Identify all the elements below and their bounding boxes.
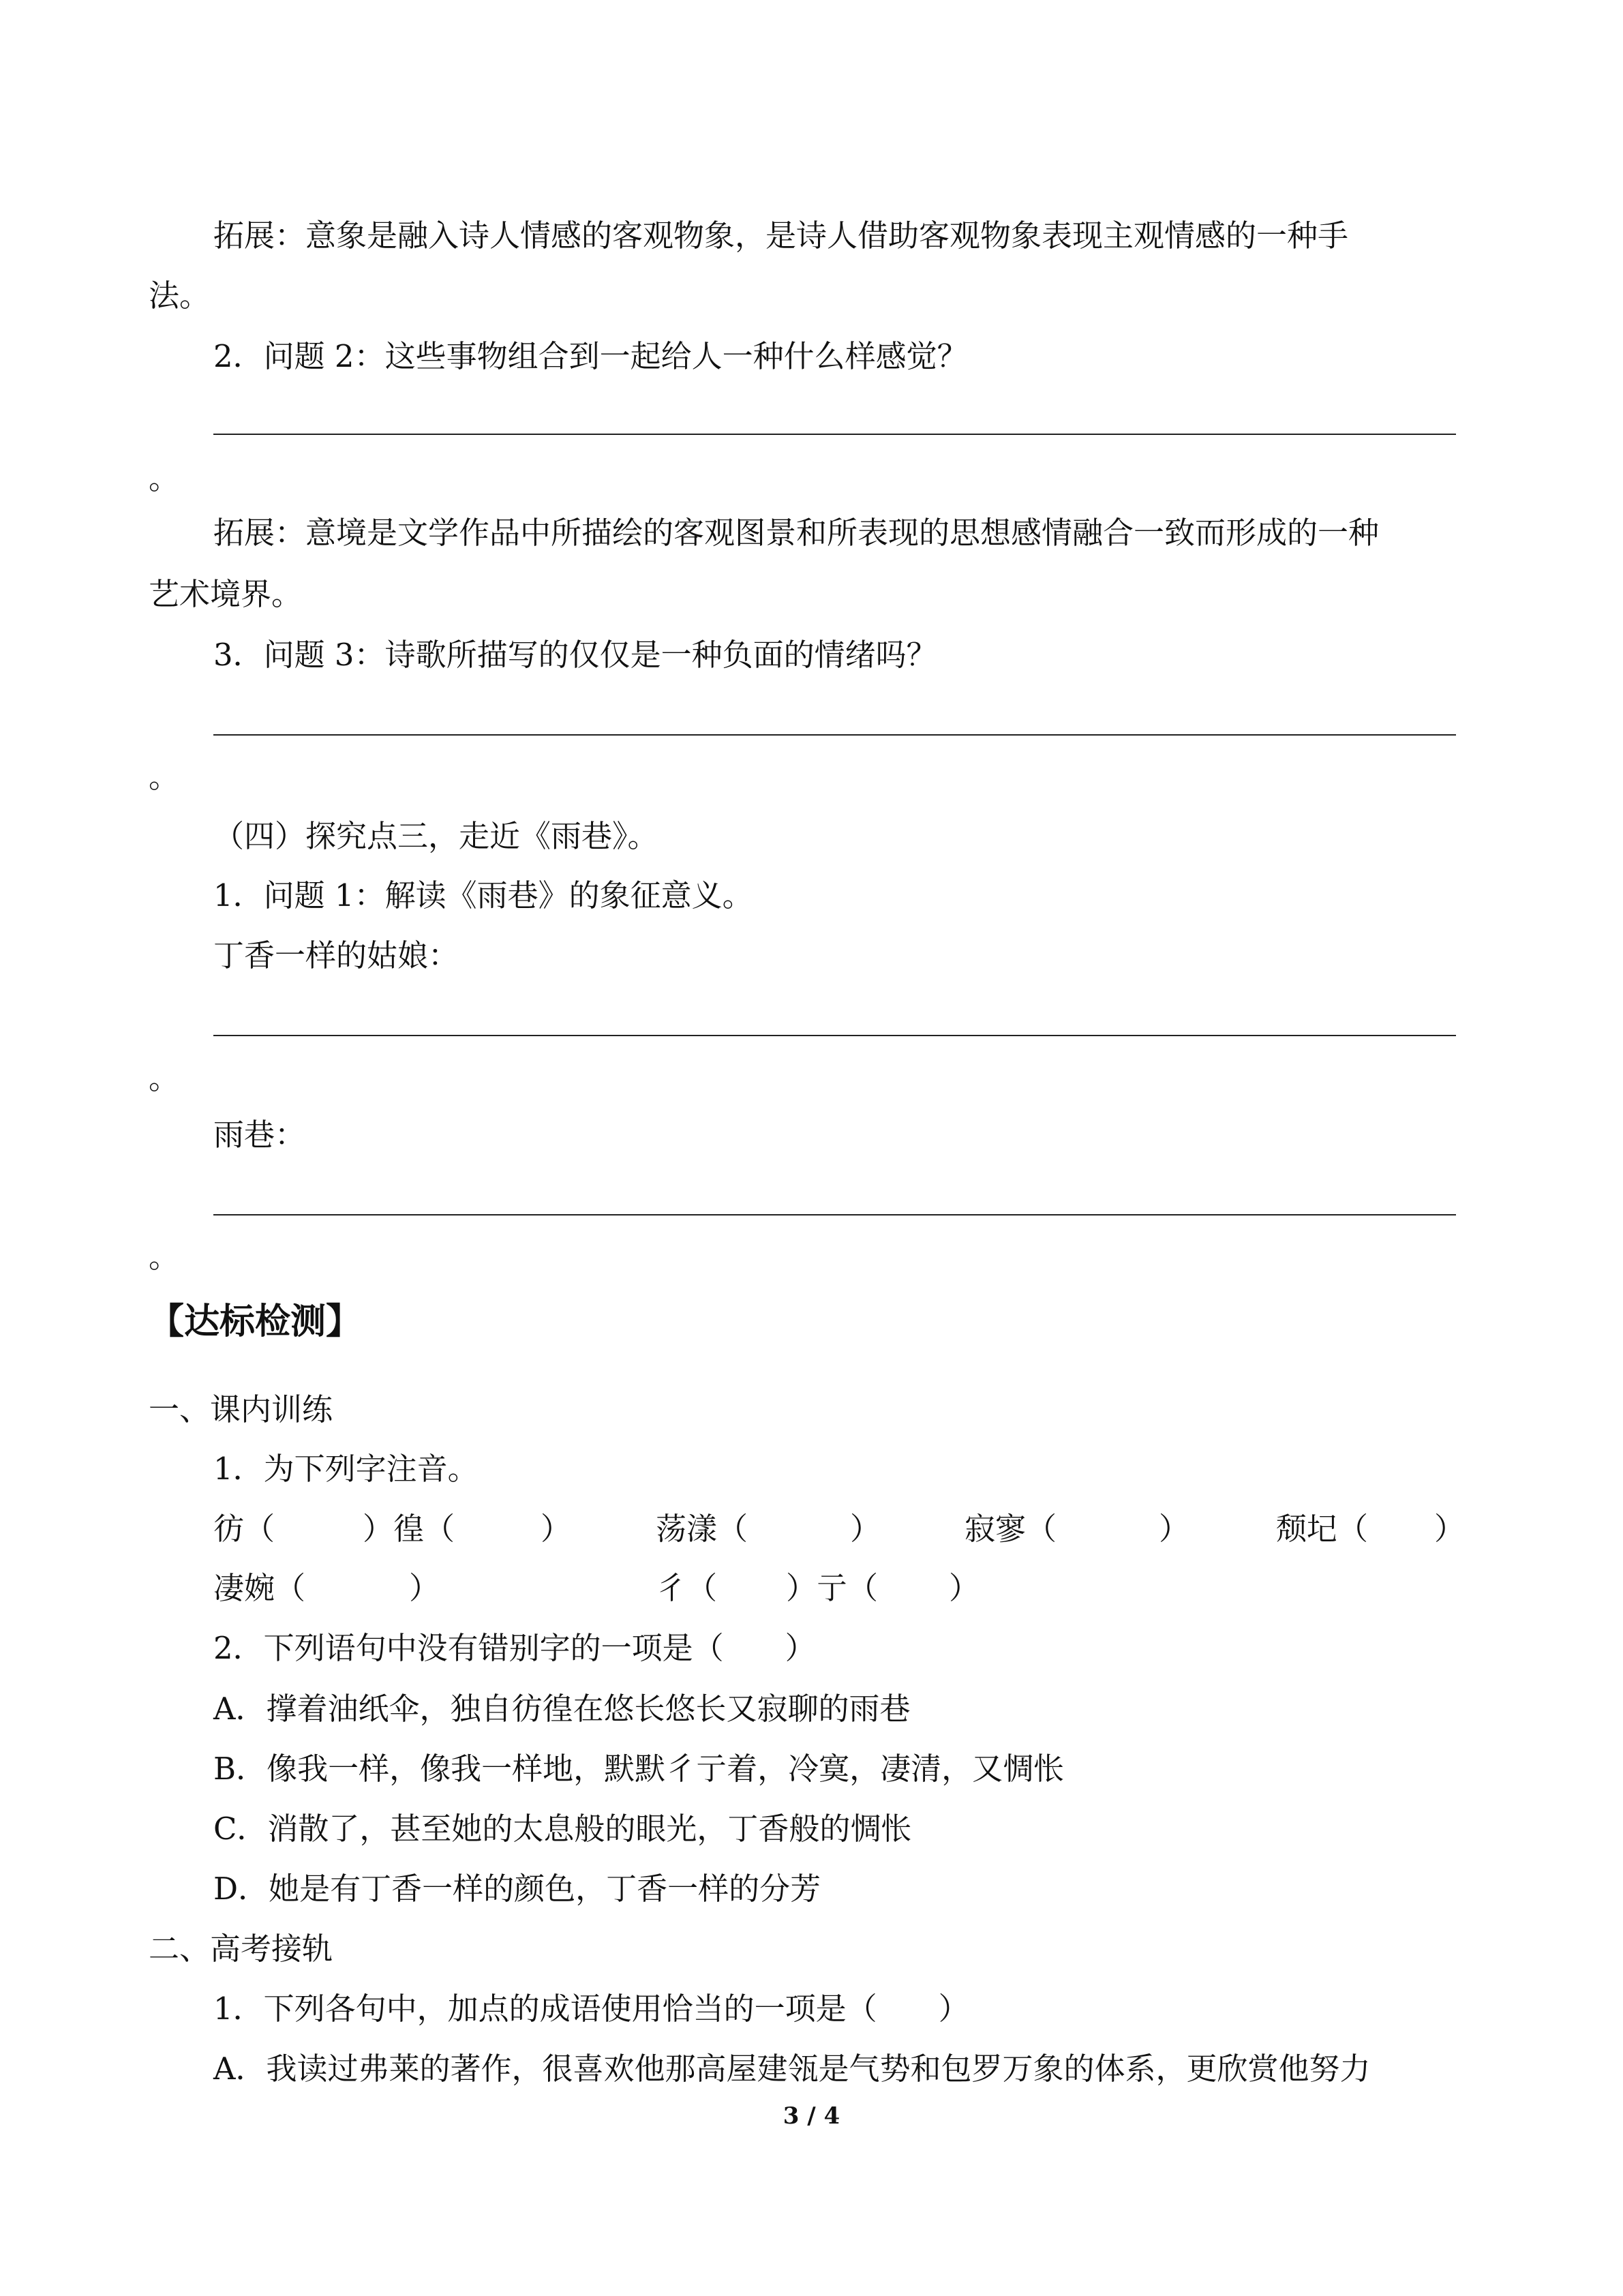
extension-mood-line2: 艺术境界。 [149,576,303,612]
section-4-title: （四）探究点三，走近《雨巷》。 [213,818,658,854]
part-2-title: 二、高考接轨 [149,1931,333,1967]
pinyin-dangyang-close[interactable]: ） [850,1511,881,1547]
answer-line-rain-lane[interactable] [213,1214,1456,1215]
pinyin-jiliao: 寂寥（ [965,1511,1057,1547]
pinyin-jiliao-close[interactable]: ） [1159,1511,1190,1547]
pinyin-huang[interactable]: ）徨（ [363,1511,455,1547]
answer-line-lilac-girl[interactable] [213,1035,1456,1036]
item-2-prompt: 2．下列语句中没有错别字的一项是（ ） [213,1630,816,1666]
pinyin-tuipi: 颓圮（ [1276,1511,1369,1547]
lilac-girl-label: 丁香一样的姑娘： [213,937,459,973]
pinyin-qiwan: 凄婉（ [213,1570,306,1606]
item-2-option-b[interactable]: B．像我一样，像我一样地，默默彳亍着，冷寞，凄清，又惆怅 [213,1751,1065,1787]
item-2-option-c[interactable]: C．消散了，甚至她的太息般的眼光，丁香般的惆怅 [213,1811,912,1847]
question-3-prompt: 3．问题 3：诗歌所描写的仅仅是一种负面的情绪吗？ [213,637,937,673]
item-1-prompt: 1．为下列字注音。 [213,1451,479,1487]
answer-end-lilac-girl: 。 [149,1060,180,1096]
answer-line-q2[interactable] [213,434,1456,435]
section-4-question-1: 1．问题 1：解读《雨巷》的象征意义。 [213,877,753,913]
extension-mood-line1: 拓展：意境是文学作品中所描绘的客观图景和所表现的思想感情融合一致而形成的一种 [213,515,1380,551]
test-heading: 【达标检测】 [149,1301,362,1342]
item-2-option-a[interactable]: A．撑着油纸伞，独自彷徨在悠长悠长又寂聊的雨巷 [213,1691,911,1727]
part-1-title: 一、课内训练 [149,1391,333,1428]
pinyin-fang: 彷（ [213,1511,275,1547]
pinyin-qiwan-close[interactable]: ） [409,1570,440,1606]
item-2-option-d[interactable]: D．她是有丁香一样的颜色，丁香一样的分芳 [213,1871,821,1907]
page-number: 3 / 4 [783,2102,840,2130]
extension-imagery-line1: 拓展：意象是融入诗人情感的客观物象，是诗人借助客观物象表现主观情感的一种手 [213,217,1349,254]
pinyin-dangyang: 荡漾（ [656,1511,748,1547]
question-2-prompt: 2．问题 2：这些事物组合到一起给人一种什么样感觉？ [213,338,968,374]
pinyin-tuipi-close[interactable]: ） [1434,1511,1466,1547]
extension-imagery-line2: 法。 [149,277,211,314]
answer-end-rain-lane: 。 [149,1239,180,1275]
pinyin-huang-close: ） [541,1511,572,1547]
rain-lane-label: 雨巷： [213,1117,306,1153]
pinyin-chu[interactable]: ）亍（ [786,1570,879,1606]
pinyin-chu-close[interactable]: ） [949,1570,980,1606]
gaokao-item-1-option-a[interactable]: A．我读过弗莱的著作，很喜欢他那高屋建瓴是气势和包罗万象的体系，更欣赏他努力 [213,2051,1371,2087]
answer-line-q3[interactable] [213,734,1456,736]
answer-end-q2: 。 [149,460,180,496]
answer-end-q3: 。 [149,759,180,795]
pinyin-chi: 彳（ [656,1570,718,1606]
gaokao-item-1-prompt: 1．下列各句中，加点的成语使用恰当的一项是（ ） [213,1991,969,2027]
